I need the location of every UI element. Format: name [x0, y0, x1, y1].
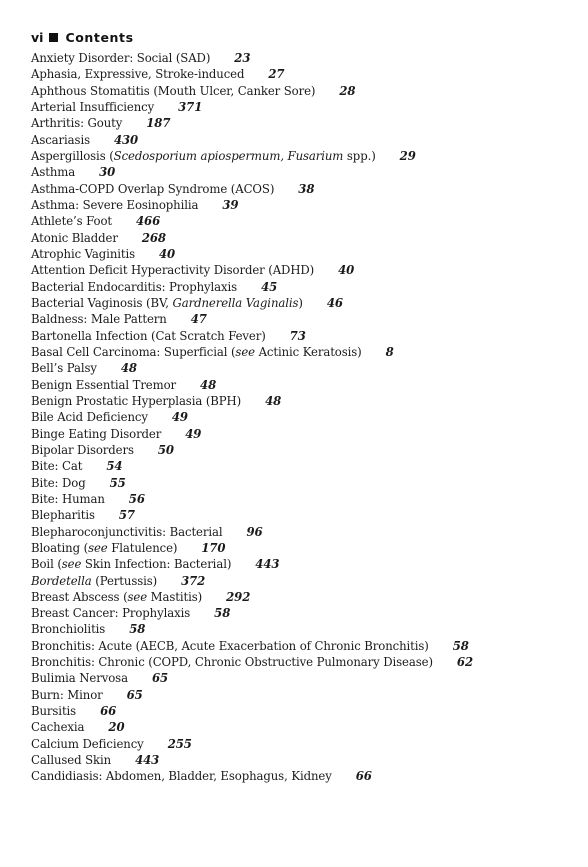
entry-page-number: 268 — [141, 230, 166, 245]
contents-entry — [31, 377, 571, 393]
entry-term — [31, 394, 241, 408]
entry-term — [31, 182, 274, 196]
entry-page-number: 48 — [200, 377, 217, 392]
contents-entry — [31, 197, 571, 213]
entry-term-text: Bile Acid Deficiency — [31, 410, 148, 425]
entry-term — [31, 198, 198, 212]
entry-page-number: 49 — [185, 426, 202, 441]
contents-entry — [31, 148, 571, 164]
contents-list — [31, 50, 571, 785]
entry-term-italic: see — [235, 344, 255, 359]
contents-entry — [31, 670, 571, 686]
entry-term-text: Burn: Minor — [31, 687, 103, 702]
entry-term — [31, 769, 332, 783]
entry-term-text: Baldness: Male Pattern — [31, 312, 167, 327]
entry-page-number: 54 — [106, 459, 123, 474]
contents-entry — [31, 703, 571, 719]
entry-term — [31, 100, 154, 114]
entry-term — [31, 557, 231, 571]
entry-page-number: 96 — [246, 524, 263, 539]
entry-term-text: Bloating ( — [31, 540, 89, 555]
contents-entry — [31, 360, 571, 376]
entry-page-number: 73 — [289, 328, 306, 343]
entry-page-number: 40 — [159, 246, 176, 261]
contents-entry — [31, 524, 571, 540]
contents-entry — [31, 132, 571, 148]
contents-entry — [31, 181, 571, 197]
entry-term-italic: Bordetella — [31, 573, 92, 588]
entry-page-number: 23 — [234, 51, 251, 65]
entry-term — [31, 753, 111, 767]
contents-entry — [31, 736, 571, 752]
entry-page-number: 39 — [222, 197, 239, 212]
entry-term-text: Anxiety Disorder: Social (SAD) — [31, 51, 211, 65]
entry-term — [31, 214, 112, 228]
contents-entry — [31, 164, 571, 180]
entry-page-number: 372 — [181, 573, 206, 588]
entry-term — [31, 149, 376, 163]
entry-term — [31, 492, 105, 506]
square-bullet-icon — [49, 33, 58, 42]
entry-term — [31, 639, 429, 653]
entry-term-text: Bipolar Disorders — [31, 442, 134, 457]
contents-entry — [31, 491, 571, 507]
contents-entry — [31, 344, 571, 360]
entry-term — [31, 296, 303, 310]
entry-term — [31, 378, 176, 392]
entry-term — [31, 263, 314, 277]
entry-term-text: Bronchitis: Acute (AECB, Acute Exacerbation of Chronic Bronchitis) — [31, 638, 429, 653]
entry-page-number: 58 — [452, 638, 469, 653]
entry-term — [31, 525, 222, 539]
entry-term-text: Asthma — [31, 165, 76, 180]
entry-term-text: Binge Eating Disorder — [31, 426, 162, 441]
entry-term-text: Candidiasis: Abdomen, Bladder, Esophagus, Kidney — [31, 769, 332, 784]
entry-term — [31, 688, 103, 702]
entry-term-text: Ascariasis — [31, 132, 90, 147]
entry-term — [31, 312, 167, 326]
entry-term — [31, 345, 362, 359]
entry-page-number: 65 — [151, 671, 169, 686]
entry-term-text: Flatulence) — [107, 540, 178, 555]
entry-term-text: Bell’s Palsy — [31, 361, 97, 376]
contents-entry — [31, 83, 571, 99]
entry-term-text: Athlete’s Foot — [31, 214, 112, 229]
contents-entry — [31, 409, 571, 425]
contents-entry — [31, 295, 571, 311]
entry-term — [31, 737, 144, 751]
entry-page-number: 187 — [146, 116, 171, 131]
entry-page-number: 56 — [128, 491, 145, 506]
entry-page-number: 66 — [355, 769, 372, 784]
contents-entry — [31, 556, 571, 572]
entry-term-text: Benign Essential Tremor — [31, 377, 177, 392]
contents-entry — [31, 66, 571, 82]
entry-term — [31, 410, 148, 424]
entry-term-text: (Pertussis) — [91, 573, 158, 588]
entry-page-number: 8 — [385, 344, 394, 359]
contents-entry — [31, 50, 571, 66]
entry-term — [31, 508, 95, 522]
entry-term-italic: see — [127, 589, 148, 604]
entry-term-text: Aphasia, Expressive, Stroke-induced — [31, 67, 245, 82]
entry-term — [31, 67, 244, 81]
entry-term-text: Bartonella Infection (Cat Scratch Fever) — [31, 328, 266, 343]
entry-term-text: Bronchiolitis — [31, 622, 106, 637]
entry-page-number: 50 — [157, 442, 174, 457]
entry-term-text: Arterial Insufficiency — [31, 99, 155, 114]
entry-term-text: Bursitis — [31, 704, 77, 719]
entry-page-number: 255 — [167, 736, 192, 751]
entry-page-number: 46 — [326, 295, 343, 310]
contents-entry — [31, 475, 571, 491]
entry-term-text: Breast Abscess ( — [31, 589, 128, 604]
entry-term-text: Cachexia — [31, 720, 85, 735]
entry-page-number: 55 — [109, 475, 126, 490]
entry-term — [31, 541, 177, 555]
contents-entry — [31, 279, 571, 295]
entry-term — [31, 443, 134, 457]
contents-entry — [31, 393, 571, 409]
entry-term-italic: see — [88, 540, 108, 555]
entry-term — [31, 427, 161, 441]
entry-term-text: Benign Prostatic Hyperplasia (BPH) — [31, 393, 242, 408]
contents-entry — [31, 540, 571, 556]
entry-page-number: 58 — [214, 606, 231, 621]
entry-page-number: 371 — [178, 99, 203, 114]
entry-term — [31, 165, 75, 179]
entry-page-number: 65 — [126, 687, 143, 702]
contents-entry — [31, 507, 571, 523]
contents-entry — [31, 99, 571, 115]
entry-page-number: 170 — [201, 540, 226, 555]
entry-term-text: Bulimia Nervosa — [31, 671, 128, 686]
entry-term — [31, 116, 122, 130]
entry-term-text: Skin Infection: Bacterial) — [81, 557, 232, 572]
entry-page-number: 20 — [108, 720, 125, 735]
entry-page-number: 49 — [171, 410, 188, 425]
entry-term — [31, 459, 82, 473]
running-header — [31, 28, 134, 46]
contents-entry — [31, 687, 571, 703]
contents-entry — [31, 573, 571, 589]
entry-term — [31, 720, 84, 734]
entry-term-italic: Scedosporium apiospermum, Fusarium — [113, 148, 344, 163]
entry-term-text: ) — [298, 295, 303, 310]
entry-page-number: 27 — [268, 67, 285, 82]
entry-page-number: 62 — [456, 655, 473, 670]
entry-term-text: Asthma: Severe Eosinophilia — [31, 197, 199, 212]
entry-term-text: Atrophic Vaginitis — [31, 246, 136, 261]
entry-term-text: Blepharoconjunctivitis: Bacterial — [31, 524, 223, 539]
entry-term-text: Calcium Deficiency — [31, 736, 144, 751]
entry-term — [31, 574, 157, 588]
entry-term-text: Basal Cell Carcinoma: Superficial ( — [31, 344, 236, 359]
entry-term — [31, 84, 315, 98]
entry-term-text: Breast Cancer: Prophylaxis — [31, 606, 191, 621]
contents-entry — [31, 752, 571, 768]
entry-term — [31, 231, 118, 245]
entry-page-number: 47 — [190, 312, 207, 327]
contents-entry — [31, 458, 571, 474]
contents-entry — [31, 262, 571, 278]
entry-term — [31, 590, 202, 604]
contents-entry — [31, 328, 571, 344]
contents-entry — [31, 638, 571, 654]
entry-page-number: 48 — [120, 361, 137, 376]
entry-term-text: Bronchitis: Chronic (COPD, Chronic Obstructive Pulmonary Disease) — [31, 655, 433, 670]
page-title: Contents — [65, 29, 134, 45]
entry-page-number: 466 — [136, 214, 161, 229]
contents-entry — [31, 605, 571, 621]
page-number: vi — [31, 29, 44, 45]
entry-term — [31, 671, 128, 685]
contents-entry — [31, 213, 571, 229]
entry-term — [31, 361, 97, 375]
contents-entry — [31, 654, 571, 670]
contents-entry — [31, 426, 571, 442]
contents-entry — [31, 115, 571, 131]
entry-term-text: Asthma-COPD Overlap Syndrome (ACOS) — [31, 181, 275, 196]
entry-term — [31, 622, 105, 636]
entry-term-text: Boil ( — [31, 557, 62, 572]
entry-term — [31, 476, 86, 490]
contents-entry — [31, 246, 571, 262]
entry-term-text: Attention Deficit Hyperactivity Disorder (ADHD) — [31, 263, 315, 278]
entry-page-number: 443 — [135, 753, 160, 768]
entry-term — [31, 247, 135, 261]
contents-entry — [31, 621, 571, 637]
entry-term-text: Arthritis: Gouty — [31, 116, 123, 131]
entry-term-text: Atonic Bladder — [31, 230, 118, 245]
entry-term-text: Bite: Cat — [31, 459, 83, 474]
entry-page-number: 38 — [298, 181, 315, 196]
entry-term — [31, 51, 210, 65]
entry-page-number: 40 — [338, 263, 355, 278]
entry-page-number: 28 — [339, 83, 356, 98]
contents-entry — [31, 442, 571, 458]
entry-term-text: Aphthous Stomatitis (Mouth Ulcer, Canker Sore) — [31, 83, 316, 98]
entry-term — [31, 655, 433, 669]
entry-page-number: 45 — [261, 279, 278, 294]
entry-term-text: Actinic Keratosis) — [254, 344, 362, 359]
entry-page-number: 57 — [118, 508, 135, 523]
entry-page-number: 66 — [100, 704, 117, 719]
entry-term — [31, 606, 190, 620]
entry-page-number: 29 — [399, 148, 416, 163]
entry-term-italic: see — [61, 557, 82, 572]
contents-entry — [31, 589, 571, 605]
entry-term-text: Bite: Human — [31, 491, 105, 506]
entry-term-text: Bacterial Endocarditis: Prophylaxis — [31, 279, 238, 294]
entry-term-text: Bacterial Vaginosis (BV, — [31, 295, 173, 310]
entry-page-number: 443 — [255, 557, 280, 572]
entry-term — [31, 329, 266, 343]
entry-term-text: Bite: Dog — [31, 475, 86, 490]
entry-term-text: Aspergillosis ( — [31, 148, 114, 163]
contents-entry — [31, 230, 571, 246]
entry-term-text: spp.) — [343, 148, 376, 163]
entry-term-text: Mastitis) — [147, 589, 203, 604]
entry-term — [31, 280, 237, 294]
contents-entry — [31, 719, 571, 735]
entry-page-number: 292 — [226, 589, 251, 604]
entry-term — [31, 704, 76, 718]
entry-term-text: Blepharitis — [31, 508, 95, 523]
entry-page-number: 430 — [113, 132, 139, 147]
entry-page-number: 30 — [99, 165, 116, 180]
entry-page-number: 48 — [265, 393, 282, 408]
contents-entry — [31, 768, 571, 784]
entry-term — [31, 133, 90, 147]
contents-entry — [31, 311, 571, 327]
entry-term-text: Callused Skin — [31, 753, 112, 768]
entry-page-number: 58 — [129, 622, 146, 637]
entry-term-italic: Gardnerella Vaginalis — [172, 295, 299, 310]
